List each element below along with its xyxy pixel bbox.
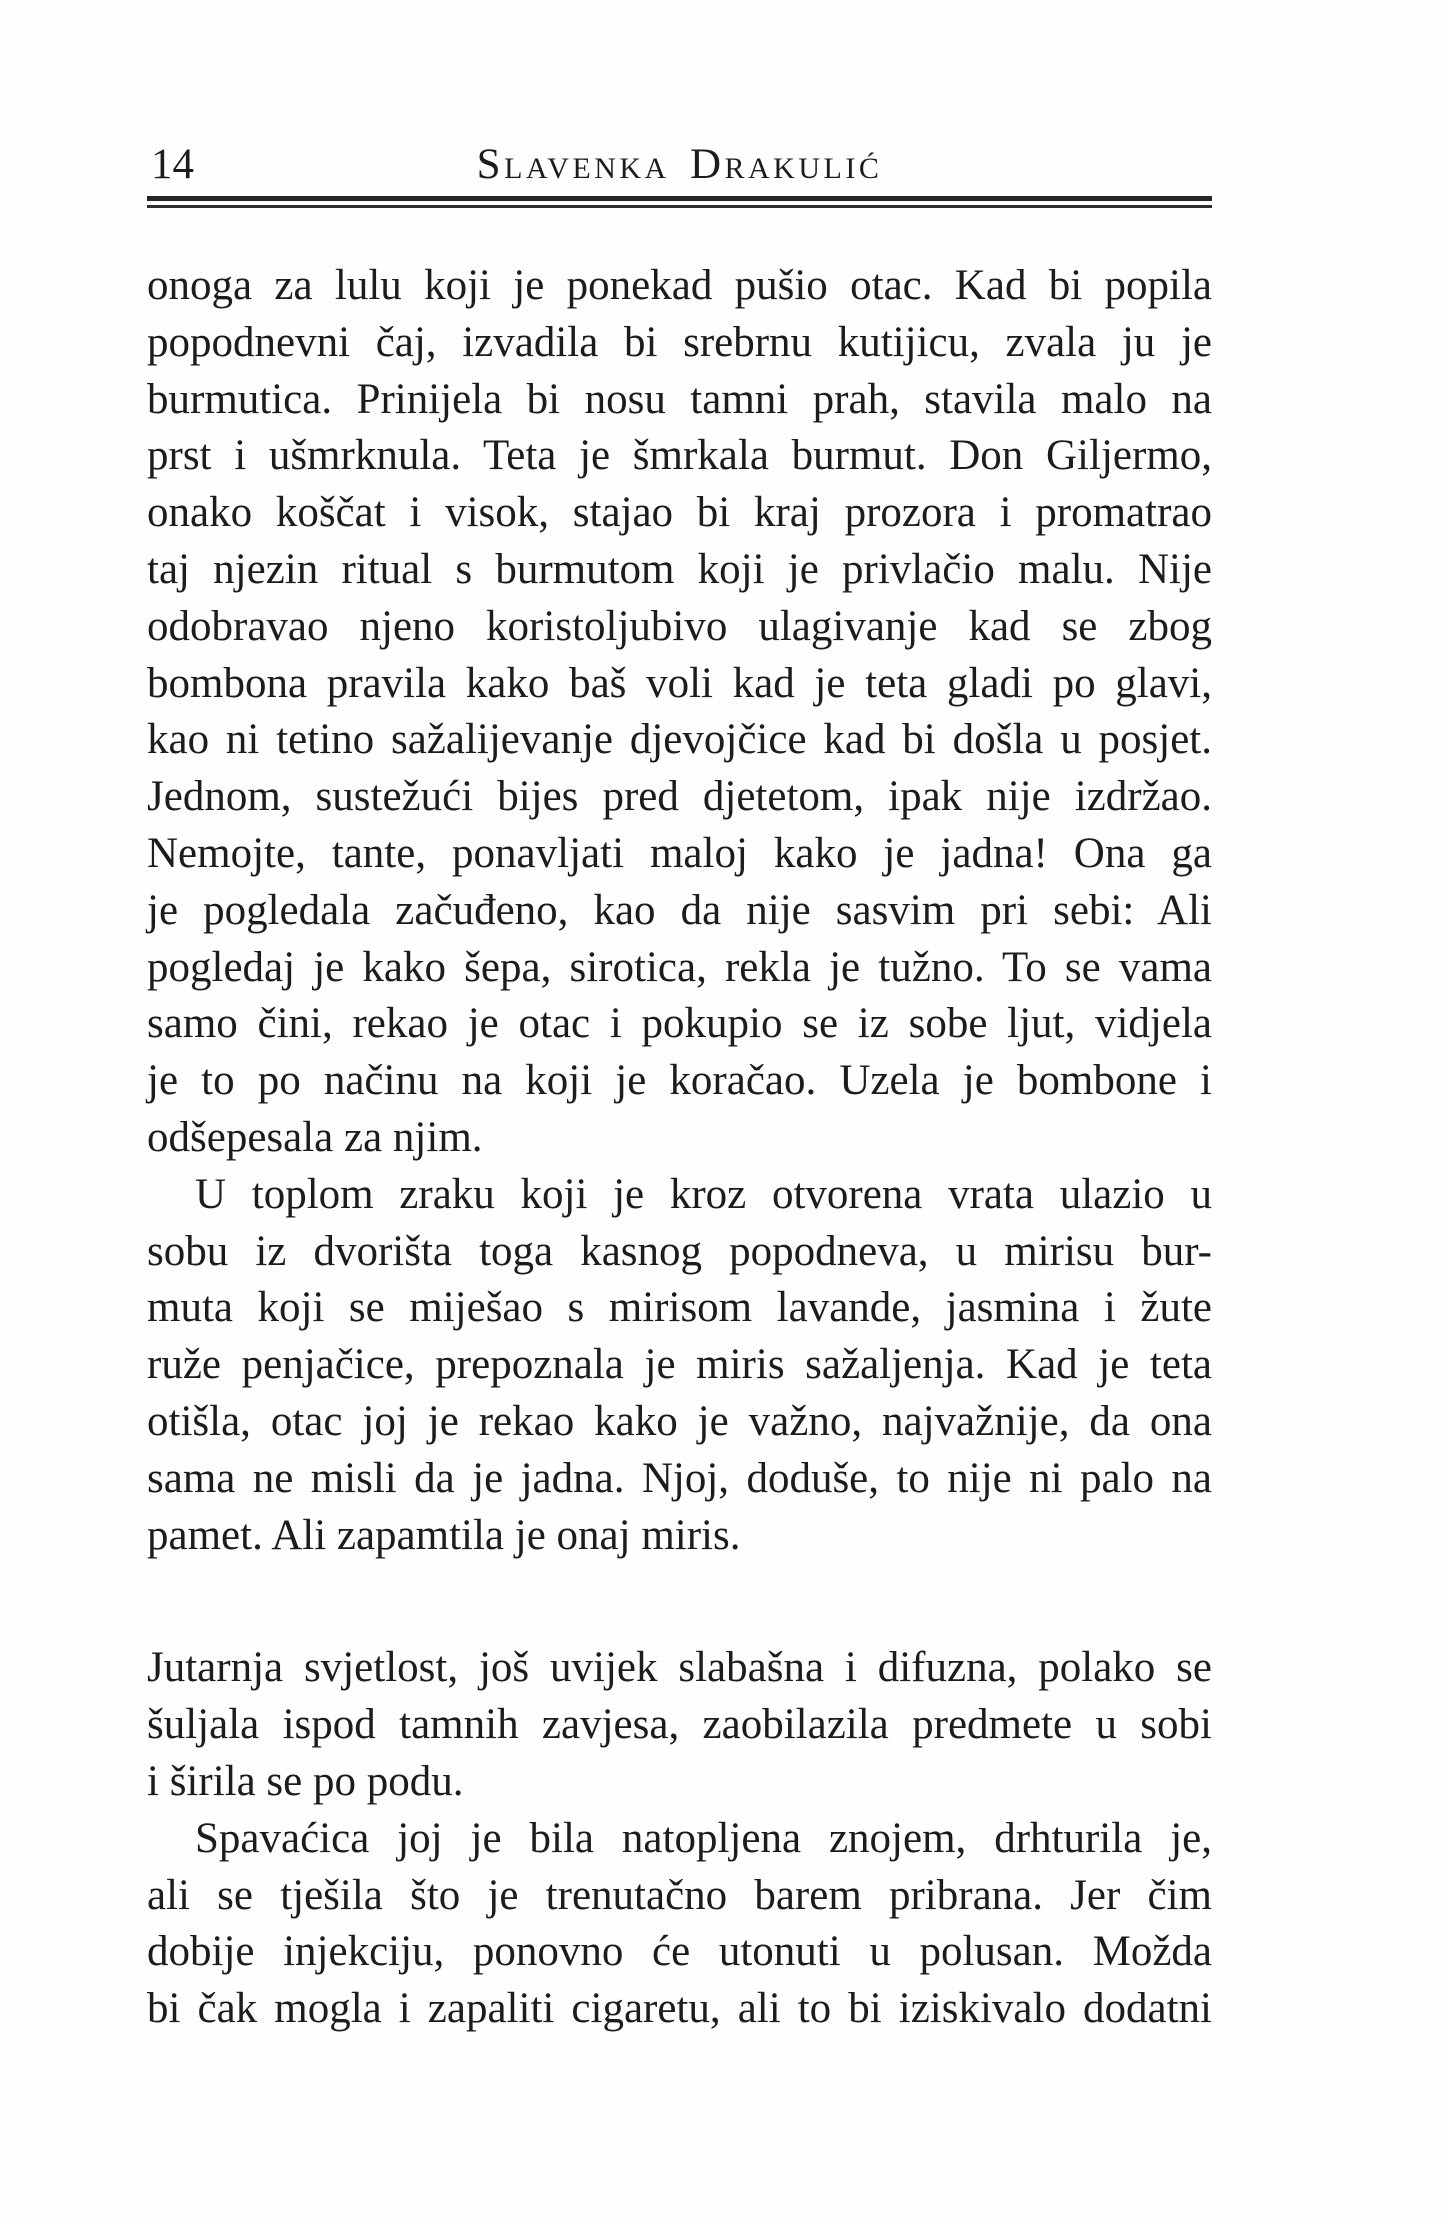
header-rule: [147, 196, 1212, 208]
text-line: bi čak mogla i zapaliti cigaretu, ali to bi iziskivalo dodatni: [147, 1985, 1212, 2033]
text-line: Spavaćica joj je bila natopljena znojem, drhturila je,: [195, 1814, 1212, 1862]
text-line: sama ne misli da je jadna. Njoj, doduše, to nije ni palo na: [147, 1454, 1212, 1502]
paragraph: [147, 1167, 1212, 1565]
paragraph: [147, 1811, 1212, 2038]
text-line: U toplom zraku koji je kroz otvorena vrata ulazio u: [195, 1170, 1212, 1218]
text-line: Nemojte, tante, ponavljati maloj kako je jadna! Ona ga: [147, 829, 1212, 877]
paragraph: [147, 258, 1212, 1167]
header-rule-thin-line: [147, 205, 1212, 208]
page-number: 14: [151, 141, 194, 188]
text-line: popodnevni čaj, izvadila bi srebrnu kutijicu, zvala ju je: [147, 318, 1212, 366]
text-line: pamet. Ali zapamtila je onaj miris.: [147, 1511, 741, 1559]
text-line: je pogledala začuđeno, kao da nije sasvim pri sebi: Ali: [147, 886, 1212, 934]
text-line: ruže penjačice, prepoznala je miris sažaljenja. Kad je teta: [147, 1341, 1212, 1389]
text-line: onako koščat i visok, stajao bi kraj prozora i promatrao: [147, 489, 1212, 537]
running-title: Slavenka Drakulić: [476, 141, 883, 188]
text-line: samo čini, rekao je otac i pokupio se iz sobe ljut, vidjela: [147, 1000, 1212, 1048]
text-line: dobije injekciju, ponovno će utonuti u polusan. Možda: [147, 1928, 1212, 1976]
text-line: odšepesala za njim.: [147, 1113, 483, 1161]
text-line: odobravao njeno koristoljubivo ulagivanje kad se zbog: [147, 602, 1212, 650]
paragraph: [147, 1640, 1212, 1810]
text-line: prst i ušmrknula. Teta je šmrkala burmut. Don Giljermo,: [147, 432, 1212, 480]
body-text: [147, 258, 1212, 2038]
text-line: i širila se po podu.: [147, 1757, 464, 1805]
text-line: je to po načinu na koji je koračao. Uzela je bombone i: [147, 1057, 1212, 1105]
text-line: kao ni tetino sažalijevanje djevojčice kad bi došla u posjet.: [147, 716, 1212, 764]
text-line: šuljala ispod tamnih zavjesa, zaobilazila predmete u sobi: [147, 1701, 1212, 1749]
text-line: taj njezin ritual s burmutom koji je privlačio malu. Nije: [147, 545, 1212, 593]
text-line: ali se tješila što je trenutačno barem pribrana. Jer čim: [147, 1871, 1212, 1919]
text-line: sobu iz dvorišta toga kasnog popodneva, u mirisu bur-: [147, 1227, 1212, 1275]
text-line: Jednom, sustežući bijes pred djetetom, ipak nije izdržao.: [147, 773, 1212, 821]
text-line: muta koji se miješao s mirisom lavande, jasmina i žute: [147, 1284, 1212, 1332]
text-line: burmutica. Prinijela bi nosu tamni prah, stavila malo na: [147, 375, 1212, 423]
text-line: pogledaj je kako šepa, sirotica, rekla je tužno. To se vama: [147, 943, 1212, 991]
text-line: otišla, otac joj je rekao kako je važno, najvažnije, da ona: [147, 1397, 1212, 1445]
page-header: [147, 134, 1212, 186]
text-line: bombona pravila kako baš voli kad je teta gladi po glavi,: [147, 659, 1212, 707]
text-line: Jutarnja svjetlost, još uvijek slabašna i difuzna, polako se: [147, 1644, 1212, 1692]
text-line: onoga za lulu koji je ponekad pušio otac. Kad bi popila: [147, 262, 1212, 309]
